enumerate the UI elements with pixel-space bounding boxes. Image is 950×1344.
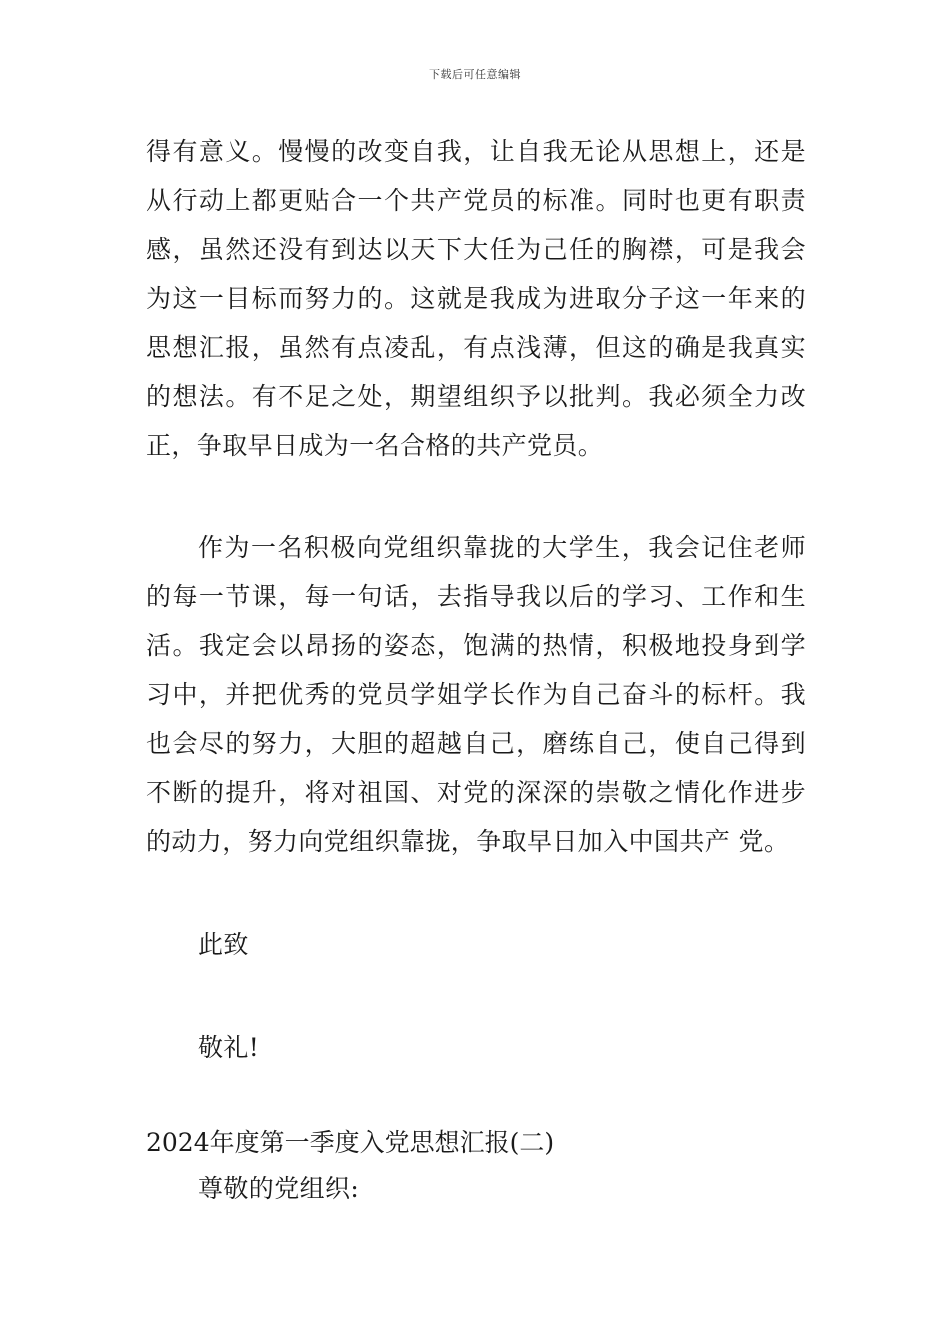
closing-jing-li: 敬礼!: [198, 1033, 260, 1062]
paragraph-commitment: 作为一名积极向党组织靠拢的大学生，我会记住老师的每一节课，每一句话，去指导我以后的学习、工作和生活。我定会以昂扬的姿态，饱满的热情，积极地投身到学习中，并把优秀的党员学姐学长作为自己奋斗的标杆。我也会尽的努力，大胆的超越自己，磨练自己，使自己得到不断的提升，将对祖国、对党的深深的崇敬之情化作进步的动力，努力向党组织靠拢，争取早日加入中国共产 党。: [146, 533, 806, 856]
paragraph-continued: 得有意义。慢慢的改变自我，让自我无论从思想上，还是从行动上都更贴合一个共产党员的标准。同时也更有职责感，虽然还没有到达以天下大任为己任的胸襟，可是我会为这一目标而努力的。这就是我成为进取分子这一年来的思想汇报，虽然有点凌乱，有点浅薄，但这的确是我真实的想法。有不足之处，期望组织予以批判。我必须全力改正，争取早日成为一名合格的共产党员。: [146, 137, 806, 460]
report-title: 2024年度第一季度入党思想汇报(二): [146, 1128, 555, 1157]
salutation: 尊敬的党组织:: [198, 1174, 360, 1203]
page-header-note: 下载后可任意编辑: [429, 68, 521, 81]
closing-ci-zhi: 此致: [198, 930, 249, 959]
